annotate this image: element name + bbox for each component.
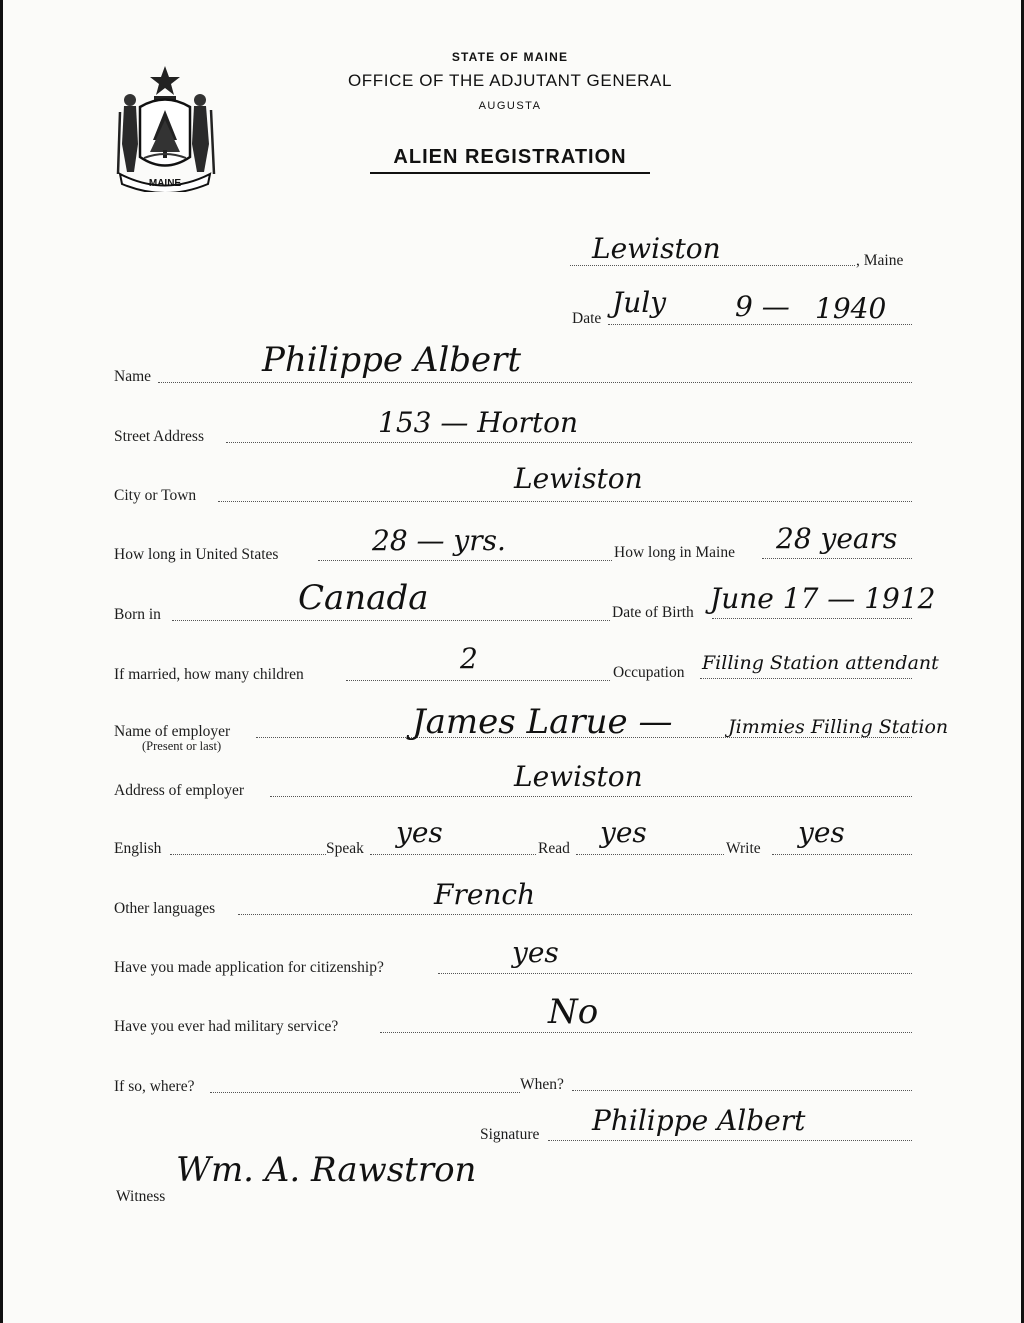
military-label: Have you ever had military service? <box>114 1018 339 1035</box>
speak-label: Speak <box>326 840 364 857</box>
street-value: 153 — Horton <box>378 406 579 439</box>
other-languages-value: French <box>434 878 536 911</box>
witness-label: Witness <box>116 1188 166 1205</box>
where-line <box>210 1092 520 1093</box>
header-state: STATE OF MAINE <box>451 50 569 64</box>
children-value: 2 <box>460 642 478 675</box>
maine-label: , Maine <box>856 252 904 269</box>
name-line <box>158 382 912 383</box>
write-line <box>772 854 912 855</box>
employer-value-2: Jimmies Filling Station <box>728 716 949 738</box>
signature-label: Signature <box>480 1126 540 1143</box>
date-label: Date <box>572 310 602 327</box>
employer-sub-label: (Present or last) <box>142 739 222 753</box>
city-label: City or Town <box>114 487 197 504</box>
english-label: English <box>114 840 162 857</box>
other-languages-label: Other languages <box>114 900 216 917</box>
street-line <box>226 442 912 443</box>
english-line <box>170 854 326 855</box>
us-value: 28 — yrs. <box>372 524 506 557</box>
date-month-value: July <box>612 286 667 319</box>
us-label: How long in United States <box>114 546 279 563</box>
employer-address-label: Address of employer <box>114 782 244 799</box>
when-label: When? <box>520 1076 564 1093</box>
city-line <box>218 501 912 502</box>
write-value: yes <box>798 816 845 849</box>
occupation-label: Occupation <box>613 664 685 681</box>
citizenship-value: yes <box>512 936 559 969</box>
town-value: Lewiston <box>592 232 721 265</box>
dob-line <box>712 618 912 619</box>
date-year-value: 1940 <box>815 292 887 325</box>
when-line <box>572 1090 912 1091</box>
employer-label: Name of employer <box>114 723 231 740</box>
witness-value: Wm. A. Rawstron <box>176 1150 477 1190</box>
us-line <box>318 560 612 561</box>
born-value: Canada <box>298 578 429 618</box>
military-line <box>380 1032 912 1033</box>
employer-value: James Larue — <box>412 702 673 742</box>
scan-edge-left <box>0 0 3 1323</box>
header-office: OFFICE OF THE ADJUTANT GENERAL <box>347 71 673 90</box>
children-line <box>346 680 610 681</box>
name-value: Philippe Albert <box>262 340 522 380</box>
military-value: No <box>548 992 599 1032</box>
born-label: Born in <box>114 606 161 623</box>
signature-value: Philippe Albert <box>592 1104 806 1137</box>
date-day-value: 9 — <box>735 290 790 323</box>
read-line <box>576 854 724 855</box>
speak-value: yes <box>396 816 443 849</box>
header-city: AUGUSTA <box>478 100 542 112</box>
maine-long-line <box>762 558 912 559</box>
citizenship-line <box>438 973 912 974</box>
speak-line <box>370 854 536 855</box>
dob-value: June 17 — 1912 <box>710 582 936 615</box>
state-seal-icon <box>110 62 220 192</box>
read-value: yes <box>600 816 647 849</box>
svg-text:MAINE: MAINE <box>148 178 182 189</box>
employer-address-value: Lewiston <box>514 760 643 793</box>
where-label: If so, where? <box>114 1078 195 1095</box>
employer-address-line <box>270 796 912 797</box>
name-label: Name <box>114 368 152 385</box>
write-label: Write <box>726 840 761 857</box>
citizenship-label: Have you made application for citizenship? <box>114 959 384 976</box>
city-value: Lewiston <box>514 462 643 495</box>
other-languages-line <box>238 914 912 915</box>
maine-long-value: 28 years <box>776 522 898 555</box>
maine-long-label: How long in Maine <box>614 544 735 561</box>
signature-line <box>548 1140 912 1141</box>
dob-label: Date of Birth <box>612 604 694 621</box>
occupation-line <box>700 678 912 679</box>
town-line <box>570 265 855 266</box>
read-label: Read <box>538 840 570 857</box>
form-title: ALIEN REGISTRATION <box>370 146 650 174</box>
born-line <box>172 620 610 621</box>
occupation-value: Filling Station attendant <box>702 652 939 674</box>
street-label: Street Address <box>114 428 204 445</box>
children-label: If married, how many children <box>114 666 304 683</box>
